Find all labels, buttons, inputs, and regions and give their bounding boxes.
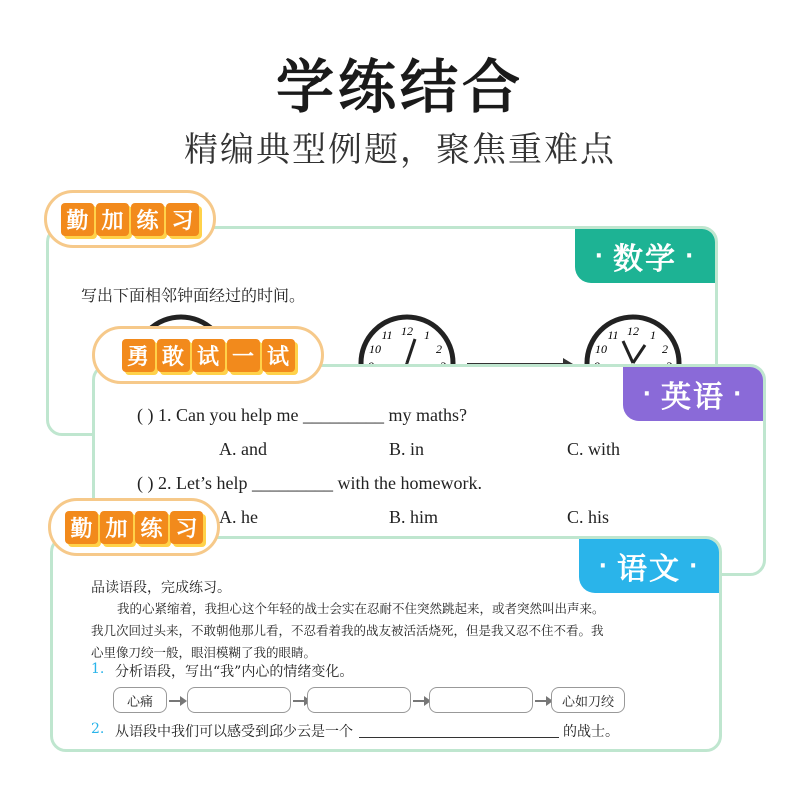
english-q2-option-b: B. him <box>389 507 439 527</box>
page-title: 学练结合 <box>275 53 524 121</box>
chain-arrow <box>535 700 551 702</box>
english-question-1: ( ) 1. Can you help me _________ my maths? <box>137 405 467 425</box>
svg-text:12: 12 <box>401 324 413 338</box>
question-1-text: 分析语段，写出“我”内心的情绪变化。 <box>115 664 354 680</box>
svg-text:10: 10 <box>369 342 381 356</box>
question-2-text: 从语段中我们可以感受到邱少云是一个 <box>115 724 353 740</box>
svg-text:1: 1 <box>650 328 656 342</box>
badge-char: 勤 <box>65 511 98 544</box>
badge-char: 勇 <box>122 339 155 372</box>
practice-badge-math <box>44 190 216 248</box>
chinese-subject-tab: · 语文 · <box>579 539 719 593</box>
emotion-blank-1[interactable] <box>187 687 291 713</box>
chinese-subject-label: 语文 <box>617 552 681 587</box>
badge-char: 习 <box>170 511 203 544</box>
badge-char: 习 <box>166 203 199 236</box>
try-badge-english <box>92 326 324 384</box>
english-q2-option-a: A. he <box>219 507 258 527</box>
page-subtitle: 精编典型例题，聚焦重难点 <box>184 130 616 170</box>
english-q1-option-c: C. with <box>567 439 621 459</box>
svg-text:11: 11 <box>607 328 619 342</box>
badge-char: 练 <box>135 511 168 544</box>
question-2-blank[interactable] <box>359 737 559 738</box>
chinese-card <box>50 536 722 752</box>
practice-badge-chinese <box>48 498 220 556</box>
badge-char: 一 <box>227 339 260 372</box>
svg-text:10: 10 <box>595 342 607 356</box>
badge-char: 加 <box>96 203 129 236</box>
math-subject-tab: · 数学 · <box>575 229 715 283</box>
passage-line-3: 心里像刀绞一般，眼泪模糊了我的眼睛。 <box>91 645 317 660</box>
badge-char: 试 <box>262 339 295 372</box>
emotion-end-box: 心如刀绞 <box>551 687 625 713</box>
svg-text:12: 12 <box>627 324 639 338</box>
math-subject-label: 数学 <box>613 242 677 277</box>
math-prompt: 写出下面相邻钟面经过的时间。 <box>81 286 306 305</box>
english-q1-option-b: B. in <box>389 439 425 459</box>
passage-line-2: 我几次回过头来，不敢朝他那儿看，不忍看着我的战友被活活烧死，但是我又忍不住不看。我 <box>91 623 604 638</box>
badge-char: 勤 <box>61 203 94 236</box>
english-q1-option-a: A. and <box>219 439 267 459</box>
emotion-blank-3[interactable] <box>429 687 533 713</box>
chain-arrow <box>413 700 429 702</box>
english-subject-label: 英语 <box>661 380 725 415</box>
badge-char: 练 <box>131 203 164 236</box>
emotion-start-box: 心痛 <box>113 687 167 713</box>
question-1-number: 1. <box>91 661 105 677</box>
chinese-instruction: 品读语段，完成练习。 <box>91 580 231 596</box>
svg-text:2: 2 <box>662 342 668 356</box>
emotion-blank-2[interactable] <box>307 687 411 713</box>
badge-char: 试 <box>192 339 225 372</box>
svg-text:11: 11 <box>381 328 393 342</box>
english-q2-option-c: C. his <box>567 507 610 527</box>
question-2-number: 2. <box>91 721 105 737</box>
chain-arrow <box>169 700 185 702</box>
badge-char: 敢 <box>157 339 190 372</box>
question-2-suffix: 的战士。 <box>563 724 619 740</box>
svg-text:2: 2 <box>436 342 442 356</box>
svg-text:1: 1 <box>424 328 430 342</box>
badge-char: 加 <box>100 511 133 544</box>
passage-line-1: 我的心紧缩着，我担心这个年轻的战士会实在忍耐不住突然跳起来，或者突然叫出声来。 <box>117 601 605 616</box>
english-question-2: ( ) 2. Let’s help _________ with the homework. <box>137 473 482 493</box>
english-subject-tab: · 英语 · <box>623 367 763 421</box>
